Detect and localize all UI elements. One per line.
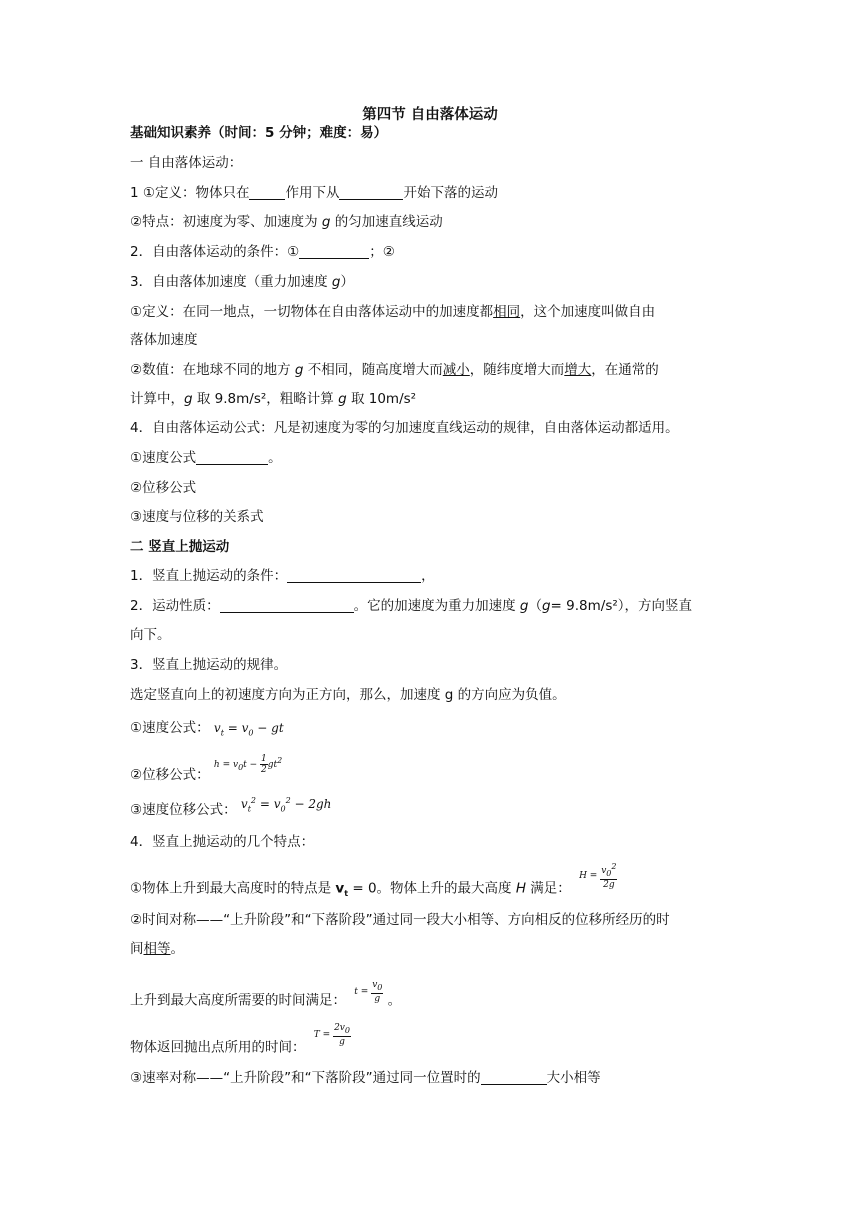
feature-pre: ②特点：初速度为零、加速度为 — [130, 214, 322, 230]
blank-nature — [220, 597, 354, 613]
rule-title: 3．竖直上抛运动的规律。 — [130, 657, 288, 673]
accel-def-pre: ①定义：在同一地点，一切物体在自由落体运动中的加速度都 — [130, 304, 494, 320]
speed-sym-pre: ③速率对称——“上升阶段”和“下落阶段”通过同一位置时的 — [130, 1070, 481, 1086]
def-prefix: 1 ①定义：物体只在 — [130, 185, 250, 201]
sym-pre: 间 — [130, 941, 144, 957]
s2-condition-line — [130, 566, 435, 586]
rise-time-line — [130, 980, 402, 1014]
accel-title-g: g — [331, 274, 341, 290]
rule-desc: 选定竖直向上的初速度方向为正方向，那么，加速度 g 的方向应为负值。 — [130, 687, 566, 703]
speed-sym-post: 大小相等 — [546, 1070, 601, 1086]
section-2-heading: 二 竖直上抛运动 — [130, 539, 230, 555]
section-header: 基础知识素养（时间：5 分钟；难度：易） — [130, 125, 388, 141]
cond-prefix: 2．自由落体运动的条件：① — [130, 244, 300, 260]
value-mid1: 不相同，随高度增大而 — [303, 362, 443, 378]
def-mid: 作用下从 — [285, 185, 340, 201]
accel-def-underlined: 相同 — [493, 304, 521, 320]
accel-def-line-2: 落体加速度 — [130, 332, 198, 348]
value-pre: ②数值：在地球不同的地方 — [130, 362, 295, 378]
feature-line — [130, 212, 443, 232]
value-underlined-1: 减小 — [442, 362, 470, 378]
nature-prefix: 2．运动性质： — [130, 598, 220, 614]
top-mid: = 0。物体上升的最大高度 — [348, 880, 516, 897]
value-underlined-2: 增大 — [564, 362, 592, 378]
nature-paren-post: = 9.8m/s²），方向竖直 — [550, 598, 693, 614]
definition-line — [130, 183, 498, 203]
return-time-text: 物体返回抛出点所用的时间： — [130, 1039, 306, 1056]
vh-formula: $v_t^2 = v_0^2 - 2gh$ — [240, 796, 332, 814]
f1-prefix: ①速度公式 — [130, 450, 197, 466]
blank-condition-1 — [299, 243, 369, 259]
v-formula: $v_t = v_0$ − gt — [213, 721, 284, 738]
section-1-heading: 一 自由落体运动： — [130, 155, 243, 171]
t-formula: t = v0 g — [354, 980, 383, 1004]
blank-state — [339, 184, 403, 200]
blank-s2-condition — [287, 567, 421, 583]
h-formula: h = v0t − 1 2 gt2 — [213, 754, 283, 775]
rise-time-end: 。 — [387, 992, 402, 1009]
top-H: H — [515, 880, 526, 897]
value-line2-a: 计算中， — [130, 391, 184, 407]
formula-relation-line: ③速度与位移的关系式 — [130, 509, 264, 525]
h-formula-label: ②位移公式： — [130, 767, 210, 783]
value-g: g — [294, 362, 304, 378]
nature-line — [130, 596, 692, 616]
formula-velocity-line — [130, 448, 282, 468]
feature-g: g — [321, 214, 331, 230]
condition-line — [130, 242, 395, 262]
value-line2-g1: g — [184, 391, 193, 407]
blank-speed — [481, 1069, 547, 1085]
accel-title-pre: 3．自由落体加速度（重力加速度 — [130, 274, 332, 290]
displacement-formula-line — [130, 754, 283, 790]
nature-paren-pre: （ — [528, 598, 542, 614]
top-feature-line — [130, 862, 617, 904]
formula-displacement-line: ②位移公式 — [130, 480, 197, 496]
v-formula-label: ①速度公式： — [130, 720, 210, 736]
speed-symmetry-line — [130, 1068, 601, 1088]
value-line2-c: 取 10m/s² — [346, 391, 417, 407]
velocity-displacement-line — [130, 797, 331, 825]
value-line2-g2: g — [338, 391, 347, 407]
feature-post: 的匀加速直线运动 — [330, 214, 443, 230]
nature-mid: 。它的加速度为重力加速度 — [353, 598, 520, 614]
accel-def-post: ，这个加速度叫做自由 — [520, 304, 656, 320]
s2-cond-prefix: 1．竖直上抛运动的条件： — [130, 568, 288, 584]
sym-post: 。 — [170, 941, 184, 957]
vh-formula-label: ③速度位移公式： — [130, 802, 237, 818]
value-post: ，在通常的 — [591, 362, 659, 378]
value-mid2: ，随纬度增大而 — [469, 362, 565, 378]
cond-suffix: ；② — [369, 244, 395, 260]
sym-underlined: 相等 — [143, 941, 171, 957]
accel-def-line — [130, 302, 655, 322]
accel-title-line — [130, 272, 354, 292]
nature-g: g — [519, 598, 529, 614]
features-title: 4．竖直上抛运动的几个特点： — [130, 834, 315, 850]
velocity-formula-line — [130, 718, 284, 743]
formula-title: 4．自由落体运动公式：凡是初速度为零的匀加速度直线运动的规律，自由落体运动都适用。 — [130, 420, 679, 436]
nature-paren-g: g — [541, 598, 551, 614]
page-title: 第四节 自由落体运动 — [362, 107, 498, 123]
def-suffix: 开始下落的运动 — [403, 185, 498, 201]
T-formula: T = 2v0 g — [313, 1023, 350, 1047]
top-v: v — [335, 880, 345, 897]
f1-suffix: 。 — [268, 450, 282, 466]
value-line — [130, 360, 659, 380]
s2-cond-suffix: ， — [421, 568, 435, 584]
top-post: 满足： — [525, 880, 571, 897]
time-symmetry-line: ②时间对称——“上升阶段”和“下落阶段”通过同一段大小相等、方向相反的位移所经历的时 — [130, 912, 670, 928]
top-sub: t — [344, 889, 349, 899]
value-line-2 — [130, 389, 416, 409]
time-symmetry-line-2 — [130, 939, 184, 959]
value-line2-b: 取 9.8m/s²，粗略计算 — [192, 391, 339, 407]
top-pre: ①物体上升到最大高度时的特点是 — [130, 880, 336, 897]
rise-time-text: 上升到最大高度所需要的时间满足： — [130, 992, 346, 1009]
H-formula: H = v02 2g — [579, 862, 617, 890]
nature-line-2: 向下。 — [130, 627, 171, 643]
accel-title-post: ） — [340, 274, 354, 290]
blank-force — [249, 184, 285, 200]
blank-velocity-formula — [196, 449, 268, 465]
